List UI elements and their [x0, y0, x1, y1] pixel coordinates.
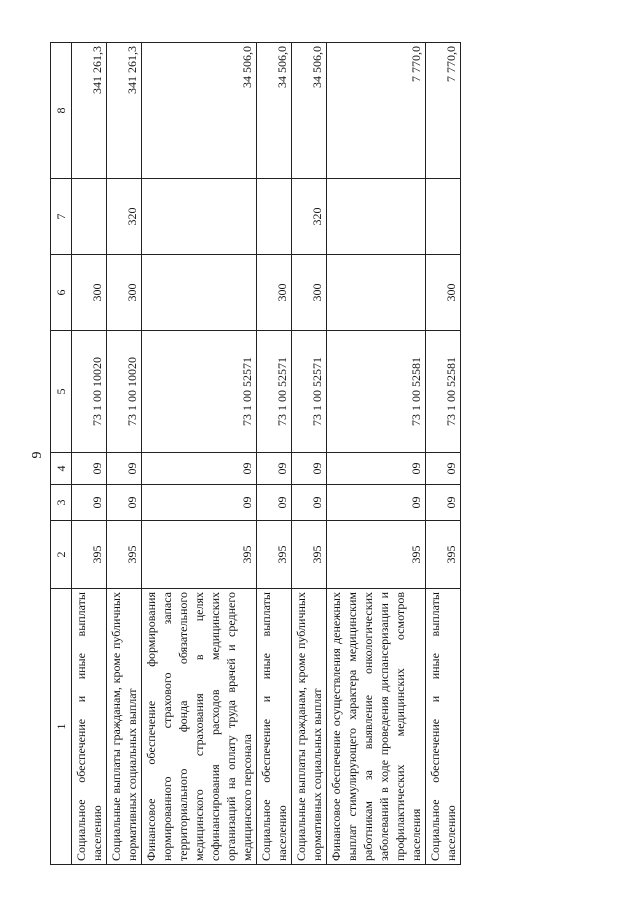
cell-expense-group	[142, 255, 257, 331]
cell-subsection: 09	[292, 453, 327, 485]
cell-amount: 341 261,3	[72, 43, 107, 179]
cell-expense-subgroup: 320	[292, 179, 327, 255]
table-row	[327, 43, 426, 865]
cell-expense-subgroup	[257, 179, 292, 255]
cell-expense-group: 300	[257, 255, 292, 331]
cell-code: 395	[107, 521, 142, 589]
cell-code: 395	[327, 521, 426, 589]
column-header: 2	[51, 521, 72, 589]
cell-expense-subgroup	[327, 179, 426, 255]
cell-subsection: 09	[142, 453, 257, 485]
cell-expense-group: 300	[72, 255, 107, 331]
cell-code: 395	[72, 521, 107, 589]
cell-target: 73 1 00 52571	[292, 331, 327, 453]
table-row	[292, 43, 327, 865]
cell-target: 73 1 00 52571	[142, 331, 257, 453]
cell-section: 09	[327, 485, 426, 521]
header-row	[51, 43, 72, 865]
column-header: 1	[51, 589, 72, 865]
cell-code: 395	[142, 521, 257, 589]
row-name: Социальные выплаты гражданам, кроме публичных нормативных социальных выплат	[107, 589, 142, 865]
cell-subsection: 09	[257, 453, 292, 485]
cell-target: 73 1 00 52581	[327, 331, 426, 453]
cell-amount: 34 506,0	[257, 43, 292, 179]
column-header: 6	[51, 255, 72, 331]
row-name: Социальное обеспечение и иные выплаты населению	[426, 589, 461, 865]
cell-amount: 7 770,0	[327, 43, 426, 179]
row-name: Финансовое обеспечение формирования нормированного страхового запаса территориального фонда обязательного медицинского страхования в целях софинансирования расходов медицинских организаций на оплату труда врачей и среднего медицинского персонала	[142, 589, 257, 865]
cell-section: 09	[107, 485, 142, 521]
cell-expense-group: 300	[107, 255, 142, 331]
cell-expense-group: 300	[292, 255, 327, 331]
cell-section: 09	[142, 485, 257, 521]
table-row	[107, 43, 142, 865]
cell-target: 73 1 00 52571	[257, 331, 292, 453]
cell-expense-subgroup: 320	[107, 179, 142, 255]
column-header: 7	[51, 179, 72, 255]
column-header: 4	[51, 453, 72, 485]
cell-subsection: 09	[426, 453, 461, 485]
table-row	[72, 43, 107, 865]
cell-subsection: 09	[327, 453, 426, 485]
budget-table	[50, 42, 461, 865]
cell-target: 73 1 00 10020	[72, 331, 107, 453]
row-name: Социальное обеспечение и иные выплаты населению	[257, 589, 292, 865]
page-number: 9	[30, 451, 45, 459]
cell-subsection: 09	[107, 453, 142, 485]
cell-target: 73 1 00 10020	[107, 331, 142, 453]
table-row	[142, 43, 257, 865]
column-header: 5	[51, 331, 72, 453]
cell-section: 09	[72, 485, 107, 521]
cell-expense-group	[327, 255, 426, 331]
row-name: Финансовое обеспечение осуществления денежных выплат стимулирующего характера медицинским работникам за выявление онкологических заболеваний в ходе проведения диспансеризации и профилактических медицинских осмотров населения	[327, 589, 426, 865]
cell-code: 395	[292, 521, 327, 589]
cell-expense-subgroup	[72, 179, 107, 255]
cell-target: 73 1 00 52581	[426, 331, 461, 453]
column-header: 3	[51, 485, 72, 521]
cell-expense-subgroup	[142, 179, 257, 255]
cell-code: 395	[426, 521, 461, 589]
cell-section: 09	[257, 485, 292, 521]
cell-expense-subgroup	[426, 179, 461, 255]
cell-expense-group: 300	[426, 255, 461, 331]
cell-amount: 34 506,0	[142, 43, 257, 179]
row-name: Социальные выплаты гражданам, кроме публичных нормативных социальных выплат	[292, 589, 327, 865]
rotated-page	[30, 45, 590, 865]
cell-section: 09	[426, 485, 461, 521]
cell-subsection: 09	[72, 453, 107, 485]
cell-code: 395	[257, 521, 292, 589]
table-row	[426, 43, 461, 865]
table-row	[257, 43, 292, 865]
cell-section: 09	[292, 485, 327, 521]
cell-amount: 341 261,3	[107, 43, 142, 179]
cell-amount: 7 770,0	[426, 43, 461, 179]
row-name: Социальное обеспечение и иные выплаты населению	[72, 589, 107, 865]
cell-amount: 34 506,0	[292, 43, 327, 179]
column-header: 8	[51, 43, 72, 179]
